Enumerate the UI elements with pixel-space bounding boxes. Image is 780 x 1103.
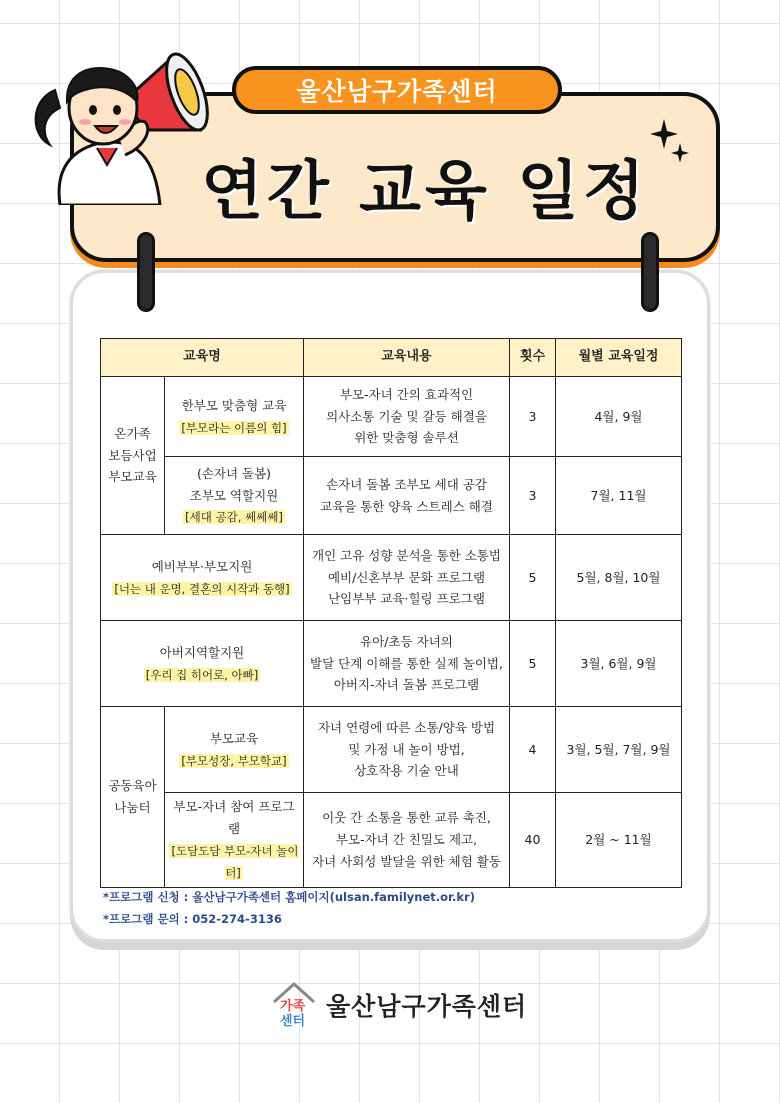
program-name: 부모교육	[209, 730, 259, 746]
count-cell: 3	[510, 457, 556, 535]
logo-text: 가족 센터	[280, 999, 306, 1029]
table-row	[101, 793, 682, 888]
content-cell: 손자녀 돌봄 조부모 세대 공감 교육을 통한 양육 스트레스 해결	[304, 457, 510, 535]
program-name-cell	[165, 457, 304, 535]
months-cell: 4월, 9월	[556, 377, 682, 457]
content-cell: 개인 고유 성향 분석을 통한 소통법 예비/신혼부부 문화 프로그램 난임부부 교육·힐링 프로그램	[304, 535, 510, 621]
table-header-row	[101, 339, 682, 377]
org-name-pill: 울산남구가족센터	[232, 66, 562, 114]
program-name: 한부모 맞춤형 교육	[181, 397, 287, 413]
program-tag: [도담도담 부모-자녀 놀이터]	[171, 843, 299, 880]
program-name-cell	[165, 793, 304, 888]
header-monthly-schedule: 월별 교육일정	[556, 339, 682, 377]
program-name-cell	[101, 621, 304, 707]
schedule-table	[100, 338, 682, 888]
months-cell: 3월, 6월, 9월	[556, 621, 682, 707]
count-cell: 40	[510, 793, 556, 888]
note-application: *프로그램 신청 : 울산남구가족센터 홈페이지(ulsan.familynet.or.kr)	[103, 890, 475, 904]
program-name-cell	[165, 707, 304, 793]
sparkle-icon	[650, 115, 690, 165]
program-name: 부모-자녀 참여 프로그램	[173, 799, 295, 836]
program-name: (손자녀 돌봄) 조부모 역할지원	[189, 465, 279, 503]
table-row	[101, 707, 682, 793]
program-tag: [세대 공감, 쎄쎄쎄]	[185, 510, 283, 525]
count-cell: 5	[510, 535, 556, 621]
binder-ring-right	[641, 232, 659, 312]
content-cell: 부모-자녀 간의 효과적인 의사소통 기술 및 갈등 해결을 위한 맞춤형 솔루션	[304, 377, 510, 457]
months-cell: 3월, 5월, 7월, 9월	[556, 707, 682, 793]
program-name: 예비부부·부모지원	[151, 558, 253, 574]
table-row	[101, 377, 682, 457]
table-row	[101, 621, 682, 707]
page-title: 연간 교육 일정	[201, 155, 649, 229]
program-tag: [부모성장, 부모학교]	[181, 753, 287, 768]
program-tag: [우리 집 히어로, 아빠]	[145, 667, 259, 682]
note-inquiry: *프로그램 문의 : 052-274-3136	[103, 912, 282, 926]
binder-ring-left	[137, 232, 155, 312]
footer-org-name: 울산남구가족센터	[326, 992, 528, 1021]
table-row	[101, 457, 682, 535]
family-center-logo-icon	[268, 980, 320, 1030]
months-cell: 5월, 8월, 10월	[556, 535, 682, 621]
table-row	[101, 535, 682, 621]
mascot-megaphone-illustration	[25, 30, 225, 205]
header-program-name: 교육명	[101, 339, 304, 377]
program-tag: [너는 내 운명, 결혼의 시작과 동행]	[114, 581, 290, 596]
program-name-cell	[165, 377, 304, 457]
header-content: 교육내용	[304, 339, 510, 377]
content-cell: 자녀 연령에 따른 소통/양육 방법 및 가정 내 놀이 방법, 상호작용 기술 안내	[304, 707, 510, 793]
program-name-cell	[101, 535, 304, 621]
content-cell: 이웃 간 소통을 통한 교류 촉진, 부모-자녀 간 친밀도 제고, 자녀 사회성 발달을 위한 체험 활동	[304, 793, 510, 888]
group-cell: 공동육아 나눔터	[101, 707, 165, 888]
header-count: 횟수	[510, 339, 556, 377]
months-cell: 2월 ~ 11월	[556, 793, 682, 888]
count-cell: 5	[510, 621, 556, 707]
count-cell: 3	[510, 377, 556, 457]
program-name: 아버지역할지원	[159, 644, 245, 660]
content-cell: 유아/초등 자녀의 발달 단계 이해를 통한 실제 놀이법, 아버지-자녀 돌봄 프로그램	[304, 621, 510, 707]
months-cell: 7월, 11월	[556, 457, 682, 535]
footer-logo	[268, 980, 528, 1030]
count-cell: 4	[510, 707, 556, 793]
group-cell: 온가족 보듬사업 부모교육	[101, 377, 165, 535]
program-tag: [부모라는 이름의 힘]	[181, 420, 287, 435]
